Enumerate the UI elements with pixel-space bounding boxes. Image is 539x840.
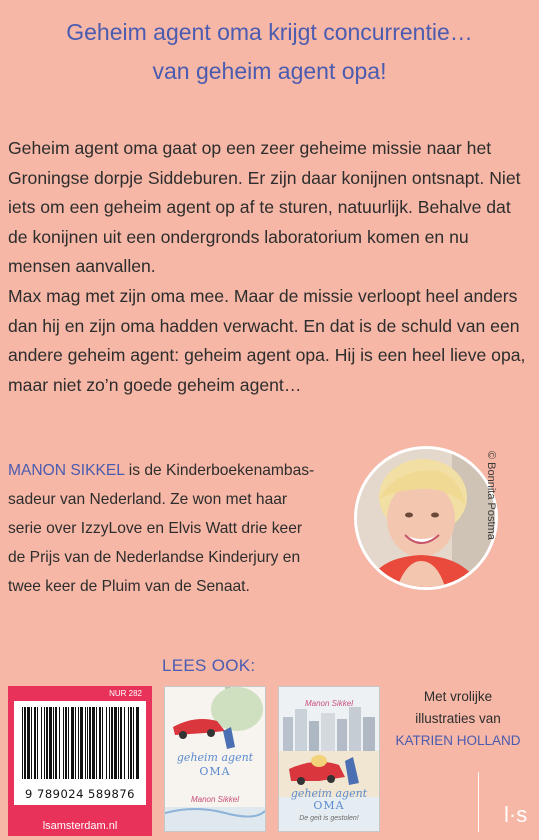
author-bio — [8, 456, 354, 601]
nur-label: NUR 282 — [109, 689, 142, 698]
lees-ook-heading: LEES OOK: — [162, 656, 256, 675]
author-bio-line-3: serie over IzzyLove en Elvis Watt drie keer — [8, 520, 303, 537]
author-bio-line-1: is de Kinderboekenambas- — [124, 462, 315, 479]
illustrations-line-1: Met vrolijke — [423, 689, 493, 704]
blurb-text — [8, 134, 534, 400]
book-2-title-line-2: OMA — [313, 799, 345, 812]
barcode-panel — [8, 686, 152, 836]
illustrator-name: KATRIEN HOLLAND — [395, 733, 521, 748]
author-bio-line-2: sadeur van Nederland. Ze won met haar — [8, 491, 288, 508]
book-cover-1 — [164, 686, 266, 832]
illustrations-note — [394, 686, 522, 752]
author-name: MANON SIKKEL — [8, 462, 125, 479]
book-1-title-line-2: OMA — [199, 765, 231, 778]
barcode-bars — [14, 707, 146, 787]
author-bio-line-5: twee keer de Pluim van de Senaat. — [8, 578, 250, 595]
author-bio-line-4: de Prijs van de Nederlandse Kinderjury en — [8, 549, 301, 566]
headline-line-1: Geheim agent oma krijgt concurrentie… — [66, 19, 473, 45]
book-2-title-line-1: geheim agent — [290, 787, 368, 800]
blurb-paragraph-2: Max mag met zijn oma mee. Maar de missie verloopt heel anders dan hij en zijn oma hadden verwacht. En dat is de schuld van een andere geheim agent: geheim agent opa. Hij is een heel lieve opa, maar niet zo’n goede geheim agent… — [8, 285, 526, 395]
book-1-author: Manon Sikkel — [190, 795, 240, 804]
blurb-paragraph-1: Geheim agent oma gaat op een zeer geheime missie naar het Groningse dorpje Siddeburen. Er zijn daar konijnen ontsnapt. Niet iets om een geheim agent op af te sturen, natuurlijk. Behalve dat de konijnen uit een ondergronds laboratorium komen en nu mensen aanvallen. — [8, 138, 521, 277]
publisher-website: lsamsterdam.nl — [42, 820, 118, 832]
publisher-logo: l·s — [504, 802, 528, 827]
book-2-top-author: Manon Sikkel — [304, 699, 354, 708]
photo-credit-text: © Bonnita Postma — [485, 451, 497, 540]
barcode — [14, 701, 146, 805]
book-2-subtitle: De geit is gestolen! — [299, 815, 359, 822]
author-photo — [354, 446, 498, 590]
publisher-divider — [478, 772, 479, 832]
headline-line-2: van geheim agent opa! — [152, 58, 387, 84]
isbn-number: 9 789024 589876 — [25, 787, 135, 801]
book-1-title-line-1: geheim agent — [176, 751, 254, 764]
book-cover-2 — [278, 686, 380, 832]
illustrations-line-2: illustraties van — [415, 711, 501, 726]
photo-credit — [485, 451, 506, 611]
